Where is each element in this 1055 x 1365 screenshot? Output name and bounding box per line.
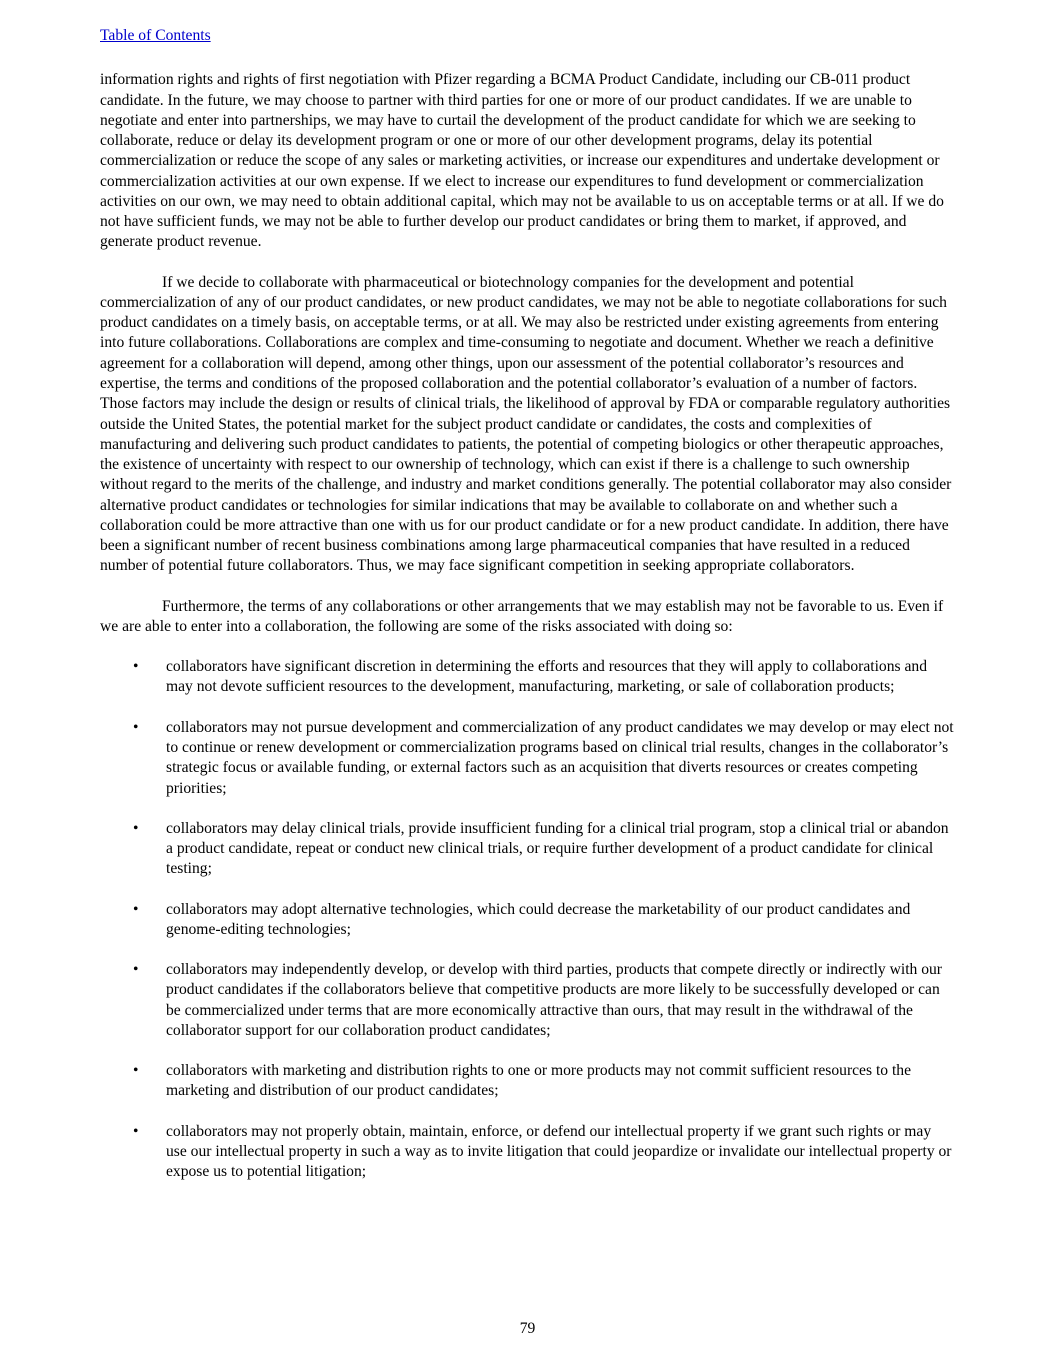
page-number: 79 — [519, 1319, 536, 1337]
bullet-marker: • — [133, 1062, 139, 1080]
risk-bullet-list — [100, 657, 955, 1182]
bullet-item — [100, 657, 955, 698]
bullet-item — [100, 718, 955, 799]
bullet-item — [100, 1061, 955, 1102]
bullet-marker: • — [133, 900, 139, 918]
bullet-text: collaborators may adopt alternative technologies, which could decrease the marketability of our product candidates and genome-editing technologies; — [166, 900, 911, 938]
bullet-item — [100, 1122, 955, 1183]
bullet-item — [100, 960, 955, 1041]
bullet-marker: • — [133, 961, 139, 979]
bullet-marker: • — [133, 819, 139, 837]
bullet-text: collaborators may delay clinical trials, provide insufficient funding for a clinical trial program, stop a clinical trial or abandon a product candidate, repeat or conduct new clinical trials, or require further development of a product candidate for clinical testing; — [166, 819, 949, 878]
bullet-text: collaborators may not pursue development and commercialization of any product candidates we may develop or may elect not to continue or renew development or commercialization programs based on clinical trial results, changes in the collaborator’s strategic focus or available funding, or external factors such as an acquisition that diverts resources or creates competing priorities; — [166, 718, 954, 797]
bullet-marker: • — [133, 1122, 139, 1140]
bullet-marker: • — [133, 718, 139, 736]
paragraph-furthermore: Furthermore, the terms of any collaborations or other arrangements that we may establish may not be favorable to us. Even if we are able to enter into a collaboration, the following are some of the risks associated with doing so: — [100, 597, 944, 635]
bullet-text: collaborators with marketing and distribution rights to one or more products may not commit sufficient resources to the marketing and distribution of our product candidates; — [166, 1062, 912, 1100]
paragraph-continuation: information rights and rights of first negotiation with Pfizer regarding a BCMA Product Candidate, including our CB-011 product candidate. In the future, we may choose to partner with third parties for one or more of our product candidates. If we are unable to negotiate and enter into partnerships, we may have to curtail the development of the product candidate for which we are seeking to collaborate, reduce or delay its development program or one or more of our other development programs, delay its potential commercialization or reduce the scope of any sales or marketing activities, or increase our expenditures and undertake development or commercialization activities at our own expense. If we elect to increase our expenditures to fund development or commercialization activities on our own, we may need to obtain additional capital, which may not be available to us on acceptable terms or at all. If we do not have sufficient funds, we may not be able to further develop our product candidates or bring them to market, if approved, and generate product revenue. — [100, 71, 944, 251]
bullet-item — [100, 900, 955, 941]
bullet-text: collaborators may not properly obtain, maintain, enforce, or defend our intellectual property if we grant such rights or may use our intellectual property in such a way as to invite litigation that could jeopardize or invalidate our intellectual property or expose us to potential litigation; — [166, 1122, 952, 1181]
bullet-text: collaborators may independently develop, or develop with third parties, products that compete directly or indirectly with our product candidates if the collaborators believe that competitive products are more likely to be successfully developed or can be commercialized under terms that are more economically attractive than ours, that may result in the withdrawal of the collaborator support for our collaboration product candidates; — [166, 961, 943, 1039]
bullet-text: collaborators have significant discretion in determining the efforts and resources that they will apply to collaborations and may not devote sufficient resources to the development, manufacturing, marketing, or sale of collaboration products; — [166, 658, 927, 696]
paragraph-collaborate: If we decide to collaborate with pharmaceutical or biotechnology companies for the development and potential commercialization of any of our product candidates, or new product candidates, we may not be able to negotiate collaborations for such product candidates on a timely basis, on acceptable terms, or at all. We may also be restricted under existing agreements from entering into future collaborations. Collaborations are complex and time-consuming to negotiate and document. Whether we reach a definitive agreement for a collaboration will depend, among other things, upon our assessment of the potential collaborator’s resources and expertise, the terms and conditions of the proposed collaboration and the potential collaborator’s evaluation of a number of factors. Those factors may include the design or results of clinical trials, the likelihood of approval by FDA or comparable regulatory authorities outside the United States, the potential market for the subject product candidate or candidates, the costs and complexities of manufacturing and delivering such product candidates to patients, the potential of competing biologics or other therapeutic approaches, the existence of uncertainty with respect to our ownership of technology, which can exist if there is a challenge to such ownership without regard to the merits of the challenge, and industry and market conditions generally. The potential collaborator may also consider alternative product candidates or technologies for similar indications that may be available to collaborate on and whether such a collaboration could be more attractive than one with us for our product candidate or for a new product candidate. In addition, there have been a significant number of recent business combinations among large pharmaceutical companies that have resulted in a reduced number of potential future collaborators. Thus, we may face significant competition in seeking appropriate collaborators. — [100, 273, 952, 575]
bullet-item — [100, 819, 955, 880]
bullet-marker: • — [133, 658, 139, 676]
table-of-contents-link[interactable]: Table of Contents — [100, 27, 211, 44]
